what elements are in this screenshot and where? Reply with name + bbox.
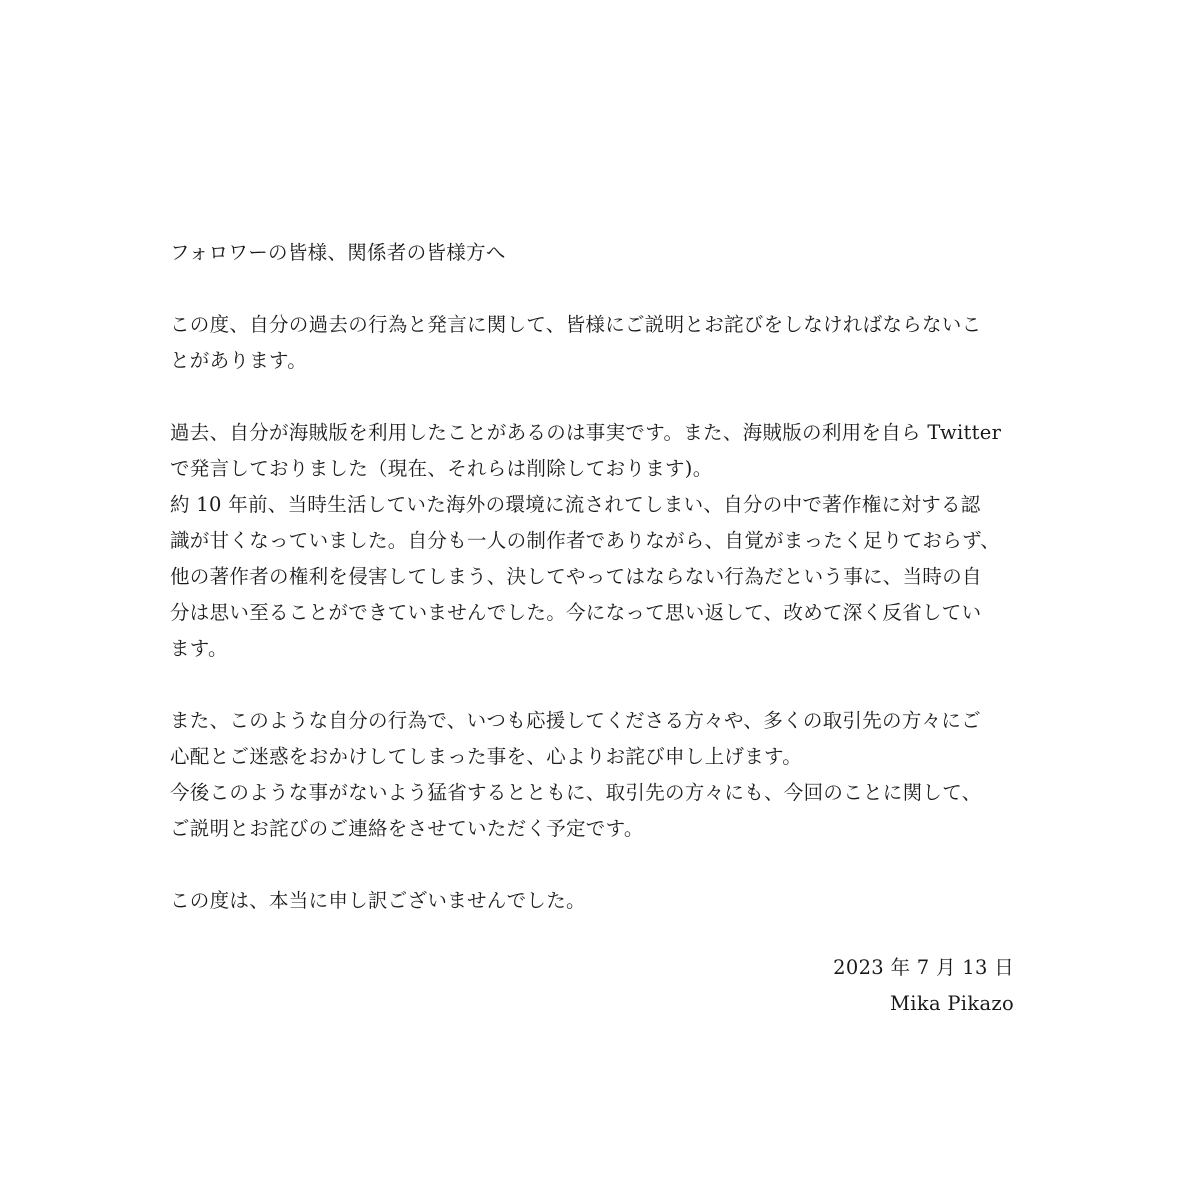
paragraph-line: 約 10 年前、当時生活していた海外の環境に流されてしまい、自分の中で著作権に対する認 [170, 493, 981, 516]
paragraph-line: 他の著作者の権利を侵害してしまう、決してやってはならない行為だという事に、当時の自 [170, 565, 982, 588]
paragraph-line: 心配とご迷惑をおかけしてしまった事を、心よりお詫び申し上げます。 [170, 745, 803, 768]
salutation: フォロワーの皆様、関係者の皆様方へ [170, 241, 506, 264]
paragraph-gap [170, 379, 1030, 415]
paragraph-line: で発言しておりました（現在、それらは削除しております)。 [170, 457, 713, 480]
paragraph-line: 識が甘くなっていました。自分も一人の制作者でありながら、自覚がまったく足りておらず、 [170, 529, 1001, 552]
paragraph-line: ます。 [170, 637, 228, 660]
letter-body [170, 235, 1030, 919]
paragraph-line: この度、自分の過去の行為と発言に関して、皆様にご説明とお詫びをしなければならないこ [170, 313, 982, 336]
paragraph-gap [170, 667, 1030, 703]
paragraph-gap [170, 847, 1030, 883]
closing-line: この度は、本当に申し訳ございませんでした。 [170, 889, 586, 912]
paragraph-admission [170, 415, 1030, 667]
paragraph-line: 今後このような事がないよう猛省するとともに、取引先の方々にも、今回のことに関して、 [170, 781, 982, 804]
signoff-block [833, 950, 1014, 1022]
paragraph-line: 過去、自分が海賊版を利用したことがあるのは事実です。また、海賊版の利用を自ら Twitter [170, 421, 1002, 444]
author-signature: Mika Pikazo [890, 992, 1014, 1015]
paragraph-apology [170, 703, 1030, 847]
paragraph-line: 分は思い至ることができていませんでした。今になって思い返して、改めて深く反省してい [170, 601, 982, 624]
statement-date: 2023 年 7 月 13 日 [833, 956, 1014, 979]
paragraph-intro [170, 307, 1030, 379]
paragraph-line: とがあります。 [170, 349, 308, 372]
paragraph-line: また、このような自分の行為で、いつも応援してくださる方々や、多くの取引先の方々にご [170, 709, 982, 732]
paragraph-line: ご説明とお詫びのご連絡をさせていただく予定です。 [170, 817, 644, 840]
paragraph-gap [170, 271, 1030, 307]
